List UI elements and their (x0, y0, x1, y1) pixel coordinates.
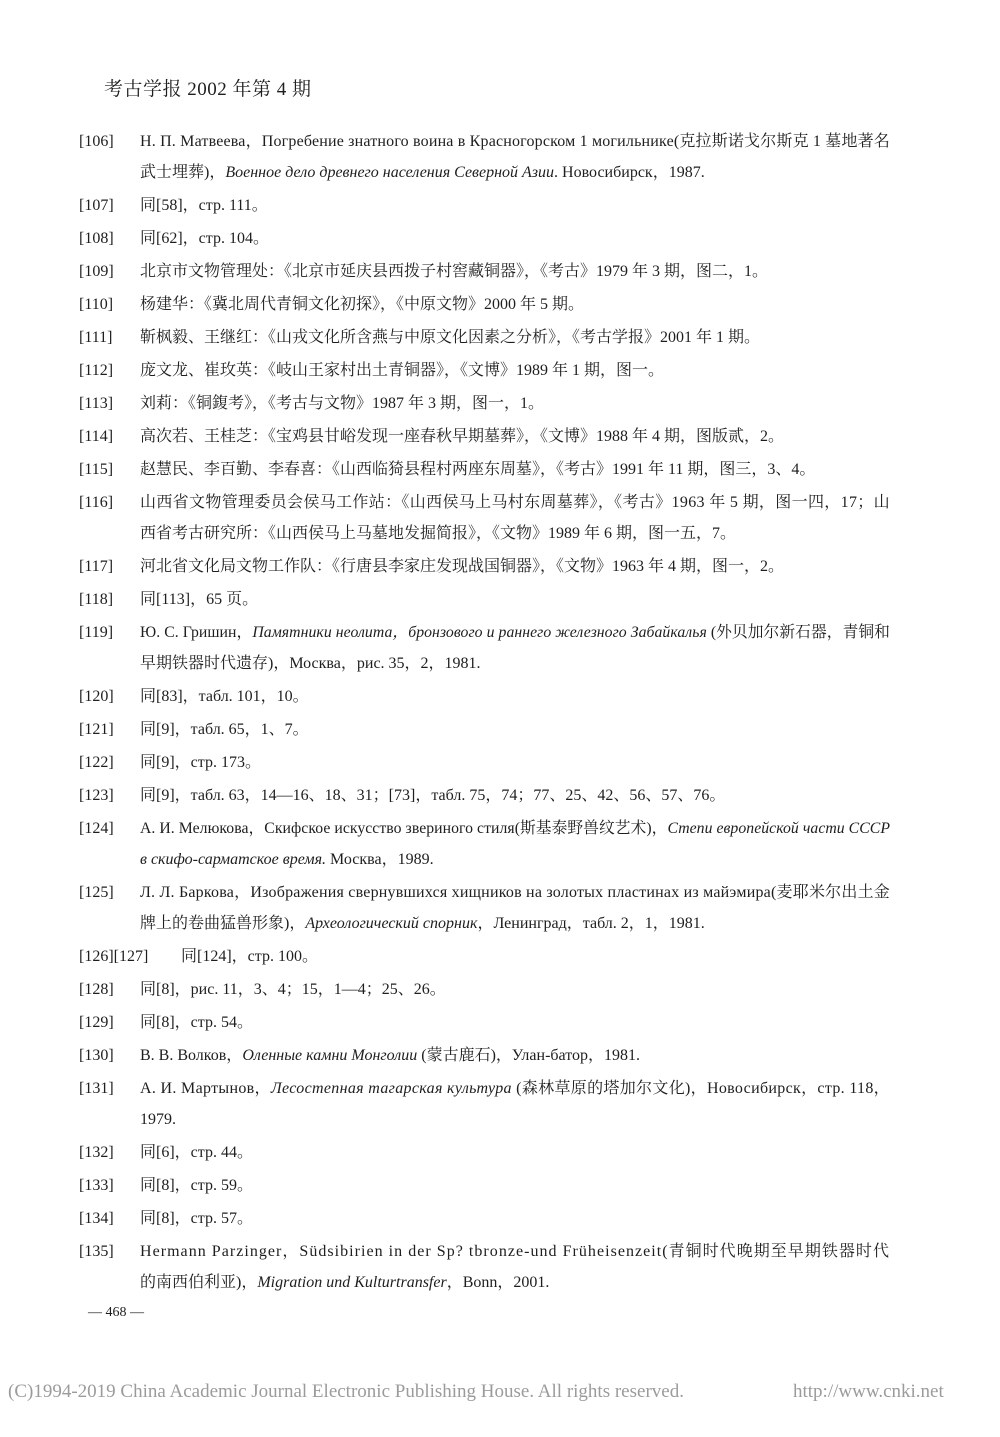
reference-line-text (140, 714, 309, 745)
reference-text: 1979. (140, 1111, 176, 1128)
reference-entry (79, 877, 890, 939)
reference-text: 杨建华：《冀北周代青铜文化初探》，《中原文物》2000 年 5 期。 (140, 296, 585, 313)
reference-line (140, 681, 890, 712)
reference-text: 刘莉：《铜鍑考》，《考古与文物》1987 年 3 期，图一，1。 (140, 395, 545, 412)
reference-line (140, 454, 890, 485)
reference-body (140, 584, 890, 615)
reference-text: 西省考古研究所：《山西侯马上马墓地发掘简报》，《文物》1989 年 6 期，图一五，7。 (140, 525, 737, 542)
reference-text: Ю. С. Гришин， (140, 624, 253, 641)
reference-body (140, 388, 890, 419)
reference-line (140, 780, 890, 811)
reference-title-italic: Оленные камни Монголии (242, 1047, 418, 1064)
reference-line-text (140, 388, 544, 419)
reference-body (140, 421, 890, 452)
reference-line (140, 487, 890, 518)
reference-line-text (140, 1007, 253, 1038)
reference-text: 同[8]，стр. 59。 (140, 1177, 253, 1194)
reference-line (140, 157, 890, 188)
reference-text: 牌上的卷曲猛兽形象)， (140, 915, 306, 932)
reference-line-text (140, 617, 890, 648)
reference-line (140, 584, 890, 615)
reference-text: ，Ленинград，табл. 2，1，1981. (477, 915, 705, 932)
reference-number: [125] (79, 884, 114, 901)
reference-line (140, 1073, 890, 1104)
reference-body (140, 813, 890, 875)
reference-body (140, 551, 890, 582)
reference-body (140, 714, 890, 745)
reference-line-text (140, 487, 890, 518)
reference-entry (79, 1236, 890, 1298)
reference-body (140, 1073, 890, 1135)
reference-body (140, 1007, 890, 1038)
reference-text: (森林草原的塔加尔文化)，Новосибирск，стр. 118， (511, 1080, 890, 1097)
reference-number: [135] (79, 1243, 114, 1260)
reference-text: А. И. Мартынов， (140, 1080, 271, 1097)
reference-text: 同[8]，рис. 11，3、4；15，1—4；25、26。 (140, 981, 446, 998)
reference-line (140, 388, 890, 419)
reference-line (140, 974, 890, 1005)
reference-line (140, 1236, 890, 1267)
reference-line (140, 877, 890, 908)
reference-entry (79, 1007, 890, 1038)
reference-entry (79, 941, 890, 972)
reference-entry (79, 780, 890, 811)
reference-text: 山西省文物管理委员会侯马工作站：《山西侯马上马村东周墓葬》，《考古》1963 年 5 期，图一四，17；山 (140, 494, 890, 511)
reference-line (140, 1203, 890, 1234)
reference-body (140, 780, 890, 811)
reference-line-text (140, 1104, 176, 1135)
reference-line (140, 223, 890, 254)
reference-body (140, 1170, 890, 1201)
reference-text: 的南西伯利亚)， (140, 1274, 258, 1291)
reference-text: 同[9]，стр. 173。 (140, 754, 261, 771)
reference-line (181, 941, 890, 972)
reference-line-text (140, 1236, 890, 1267)
reference-number: [107] (79, 197, 114, 214)
reference-number: [111] (79, 329, 113, 346)
journal-issue-header: 考古学报 2002 年第 4 期 (104, 79, 312, 100)
reference-body (140, 322, 890, 353)
reference-line (140, 617, 890, 648)
reference-line (140, 844, 890, 875)
reference-text: 靳枫毅、王继红：《山戎文化所含燕与中原文化因素之分析》，《考古学报》2001 年 1 期。 (140, 329, 761, 346)
reference-body (140, 974, 890, 1005)
reference-line-text (140, 454, 815, 485)
reference-body (140, 681, 890, 712)
reference-number: [121] (79, 721, 114, 738)
reference-number: [122] (79, 754, 114, 771)
reference-line (140, 190, 890, 221)
reference-text: 同[58]，стр. 111。 (140, 197, 268, 214)
reference-title-italic: Военное дело древнего населения Северной Азии (225, 164, 555, 181)
reference-line (140, 747, 890, 778)
reference-number: [112] (79, 362, 114, 379)
reference-text: 武士埋葬)， (140, 164, 226, 181)
reference-entry (79, 1137, 890, 1168)
reference-text: . Новосибирск，1987. (554, 164, 705, 181)
reference-line-text (140, 681, 309, 712)
reference-line-text (140, 518, 736, 549)
reference-line-text (140, 223, 269, 254)
reference-body (140, 190, 890, 221)
reference-line (140, 714, 890, 745)
reference-text: А. И. Мелюкова，Скифское искусство звериного стиля(斯基泰野兽纹艺术)， (140, 820, 668, 837)
footer-url: http://www.cnki.net (793, 1381, 944, 1402)
reference-number: [134] (79, 1210, 114, 1227)
reference-line-text (140, 289, 584, 320)
reference-body (181, 941, 890, 972)
reference-entry (79, 584, 890, 615)
reference-text: ，Bonn，2001. (446, 1274, 550, 1291)
reference-number: [120] (79, 688, 114, 705)
reference-text: 早期铁器时代遗存)，Москва，рис. 35，2，1981. (140, 655, 481, 672)
reference-number: [130] (79, 1047, 114, 1064)
reference-entry (79, 190, 890, 221)
reference-text: 同[124]，стр. 100。 (181, 948, 318, 965)
reference-entry (79, 714, 890, 745)
reference-title-italic: в скифо-сарматское время. (140, 851, 327, 868)
reference-line (140, 126, 890, 157)
reference-text: 河北省文化局文物工作队：《行唐县李家庄发现战国铜器》，《文物》1963 年 4 期，图一，2。 (140, 558, 785, 575)
reference-line-text (140, 1137, 253, 1168)
reference-number: [113] (79, 395, 114, 412)
reference-number: [129] (79, 1014, 114, 1031)
reference-entry (79, 454, 890, 485)
reference-entry (79, 289, 890, 320)
reference-text: 北京市文物管理处：《北京市延庆县西拨子村窖藏铜器》，《考古》1979 年 3 期，图二，1。 (140, 263, 769, 280)
reference-title-italic: Степи европейской части СССР (667, 820, 891, 837)
reference-title-italic: Археологический спорник (305, 915, 478, 932)
reference-entry (79, 1170, 890, 1201)
reference-text: 同[6]，стр. 44。 (140, 1144, 253, 1161)
reference-entry (79, 487, 890, 549)
reference-entry (79, 551, 890, 582)
reference-text: 同[83]，табл. 101，10。 (140, 688, 309, 705)
reference-line-text (140, 648, 481, 679)
reference-body (140, 223, 890, 254)
reference-entry (79, 1040, 890, 1071)
reference-body (140, 1203, 890, 1234)
reference-line-text (140, 1170, 253, 1201)
reference-body (140, 487, 890, 549)
reference-line-text (140, 780, 725, 811)
reference-body (140, 289, 890, 320)
reference-entry (79, 256, 890, 287)
reference-line-text (140, 974, 446, 1005)
reference-entry (79, 322, 890, 353)
reference-title-italic: Памятники неолита，бронзового и раннего железного Забайкалья (252, 624, 707, 641)
reference-entry (79, 747, 890, 778)
reference-number: [114] (79, 428, 114, 445)
reference-line (140, 1104, 890, 1135)
footer-copyright: (C)1994-2019 China Academic Journal Electronic Publishing House. All rights reserved. (8, 1381, 684, 1402)
reference-text: 高次若、王桂芝：《宝鸡县甘峪发现一座春秋早期墓葬》，《文博》1988 年 4 期，图版贰，2。 (140, 428, 785, 445)
reference-entry (79, 1073, 890, 1135)
reference-line (140, 289, 890, 320)
reference-number: [132] (79, 1144, 114, 1161)
reference-number: [108] (79, 230, 114, 247)
reference-entry (79, 974, 890, 1005)
reference-line-text (140, 157, 705, 188)
reference-line-text (140, 908, 705, 939)
reference-line (140, 813, 890, 844)
reference-line-text (140, 126, 890, 157)
reference-line-text (140, 584, 258, 615)
reference-entry (79, 813, 890, 875)
reference-line-text (140, 1073, 890, 1104)
reference-entry (79, 421, 890, 452)
reference-line-text (140, 1040, 640, 1071)
reference-entry (79, 223, 890, 254)
reference-body (140, 256, 890, 287)
reference-text: 同[8]，стр. 57。 (140, 1210, 253, 1227)
reference-number: [116] (79, 494, 114, 511)
reference-body (140, 126, 890, 188)
reference-text: 同[8]，стр. 54。 (140, 1014, 253, 1031)
reference-text: (外贝加尔新石器，青铜和 (706, 624, 890, 641)
reference-line-text (140, 256, 768, 287)
reference-text: Hermann Parzinger，Südsibirien in der Sp? tbronze-und Früheisenzeit(青铜时代晚期至早期铁器时代 (140, 1243, 890, 1260)
reference-number: [123] (79, 787, 114, 804)
reference-line (140, 421, 890, 452)
reference-line (140, 648, 890, 679)
reference-body (140, 747, 890, 778)
reference-entry (79, 1203, 890, 1234)
reference-line-text (140, 322, 760, 353)
reference-body (140, 355, 890, 386)
reference-text: Л. Л. Баркова，Изображения свернувшихся хищников на золотых пластинах из майэмира(麦耶米尔出土金 (140, 884, 890, 901)
reference-number: [131] (79, 1080, 114, 1097)
reference-line (140, 322, 890, 353)
reference-line (140, 908, 890, 939)
reference-list (79, 126, 890, 1300)
reference-entry (79, 681, 890, 712)
reference-number: [110] (79, 296, 114, 313)
reference-text: Москва，1989. (326, 851, 434, 868)
reference-line-text (140, 551, 784, 582)
reference-text: В. В. Волков， (140, 1047, 243, 1064)
reference-title-italic: Лесостепная тагарская культура (270, 1080, 512, 1097)
reference-entry (79, 617, 890, 679)
reference-text: 同[9]，табл. 65，1、7。 (140, 721, 309, 738)
reference-line-text (140, 1267, 549, 1298)
reference-line-text (181, 941, 318, 972)
reference-number: [128] (79, 981, 114, 998)
reference-entry (79, 126, 890, 188)
page-number: — 468 — (88, 1305, 144, 1320)
reference-number: [106] (79, 133, 114, 150)
reference-text: 同[113]，65 页。 (140, 591, 259, 608)
reference-text: 赵慧民、李百勤、李春喜：《山西临猗县程村两座东周墓》，《考古》1991 年 11 期，图三，3、4。 (140, 461, 816, 478)
reference-text: Н. П. Матвеева，Погребение знатного воина в Красногорском 1 могильнике(克拉斯诺戈尔斯克 1 墓地著名 (140, 133, 890, 150)
reference-body (140, 877, 890, 939)
reference-line-text (140, 355, 664, 386)
reference-body (140, 1040, 890, 1071)
reference-line-text (140, 190, 268, 221)
reference-line-text (140, 813, 890, 844)
reference-text: 同[9]，табл. 63，14—16、18、31；[73]，табл. 75，74；77、25、42、56、57、76。 (140, 787, 726, 804)
reference-number: [126][127] (79, 948, 149, 965)
reference-body (140, 1137, 890, 1168)
reference-line-text (140, 877, 890, 908)
reference-title-italic: Migration und Kulturtransfer (257, 1274, 447, 1291)
reference-line (140, 1007, 890, 1038)
reference-line-text (140, 421, 784, 452)
reference-number: [117] (79, 558, 114, 575)
reference-body (140, 617, 890, 679)
reference-line (140, 1040, 890, 1071)
reference-line (140, 1170, 890, 1201)
reference-text: 庞文龙、崔玫英：《岐山王家村出土青铜器》，《文博》1989 年 1 期，图一。 (140, 362, 665, 379)
reference-entry (79, 388, 890, 419)
reference-line-text (140, 1203, 253, 1234)
reference-text: (蒙古鹿石)，Улан-батор，1981. (417, 1047, 641, 1064)
reference-text: 同[62]，стр. 104。 (140, 230, 269, 247)
reference-line (140, 518, 890, 549)
reference-number: [115] (79, 461, 114, 478)
reference-number: [118] (79, 591, 114, 608)
reference-line (140, 1137, 890, 1168)
reference-line-text (140, 747, 261, 778)
reference-number: [124] (79, 820, 114, 837)
reference-entry (79, 355, 890, 386)
reference-line (140, 256, 890, 287)
reference-line-text (140, 844, 434, 875)
reference-body (140, 1236, 890, 1298)
reference-line (140, 1267, 890, 1298)
reference-number: [119] (79, 624, 114, 641)
reference-body (140, 454, 890, 485)
reference-line (140, 355, 890, 386)
reference-line (140, 551, 890, 582)
reference-number: [133] (79, 1177, 114, 1194)
reference-number: [109] (79, 263, 114, 280)
